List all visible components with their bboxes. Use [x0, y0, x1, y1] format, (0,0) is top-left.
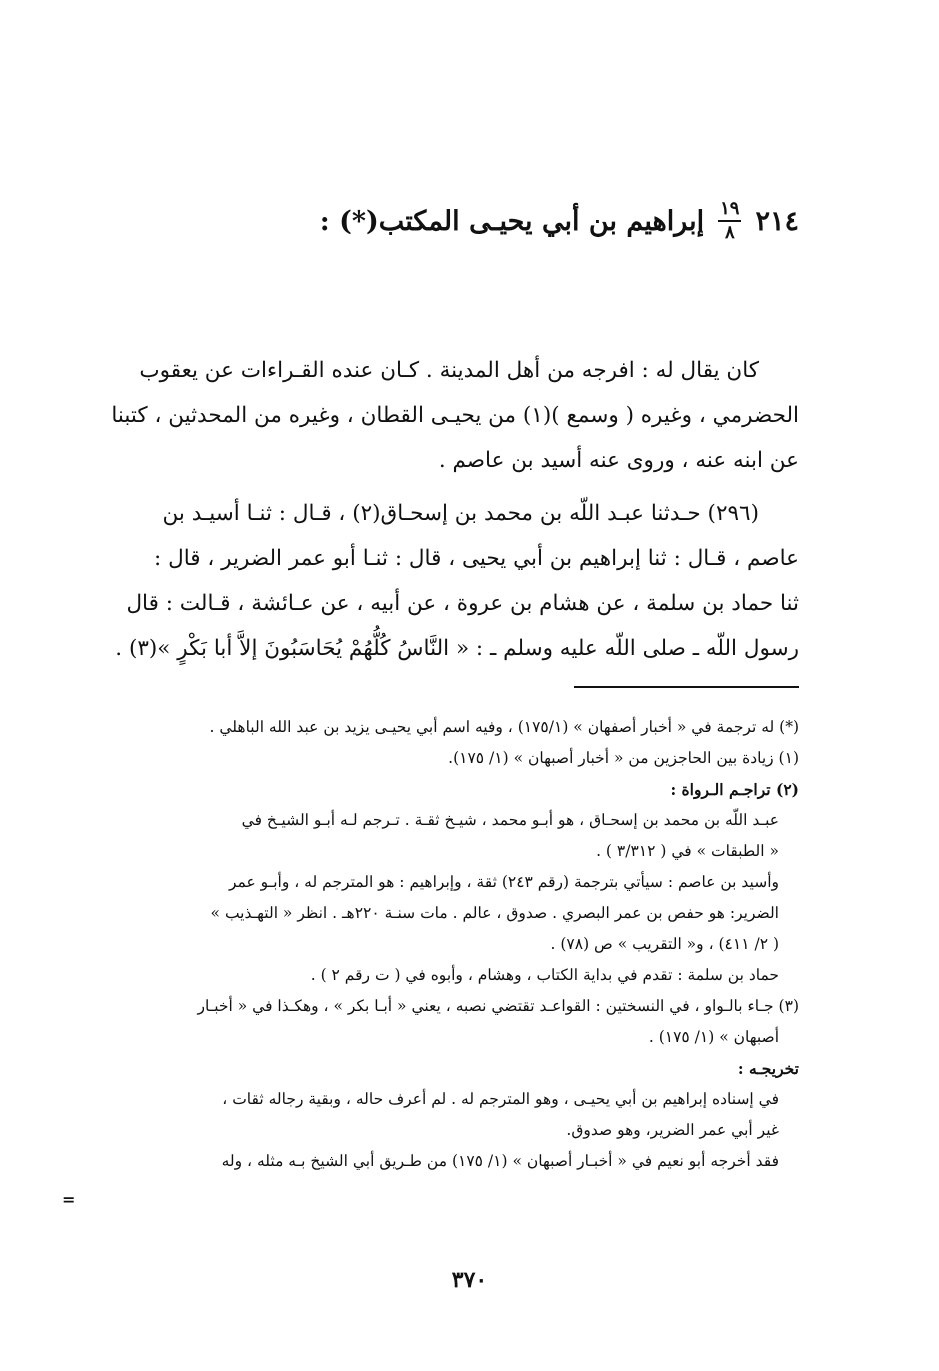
entry-number: ٢١٤ — [755, 205, 799, 237]
footnote-separator — [574, 686, 799, 688]
entry-title: إبراهيم بن أبي يحيـى المكتب(*) : — [319, 205, 705, 237]
footnote-2-line: وأسيد بن عاصم : سيأتي بترجمة (رقم ٢٤٣) ثقة ، وإبراهيم : هو المترجم له ، وأبـو عمر — [228, 873, 779, 891]
footnote-2-line: ( ٢/ ٤١١) ، و« التقريب » ص (٧٨) . — [550, 935, 779, 953]
text-line: رسول اللّه ـ صلى اللّه عليه وسلم ـ : « النَّاسُ كُلُّهُمْ يُحَاسَبُونَ إلاَّ أبا بَكْرٍ »(٣) . — [115, 636, 799, 661]
text-line: كان يقال له : افرجه من أهل المدينة . كـان عنده القـراءات عن يعقوب — [139, 358, 759, 383]
footnote-star: (*) له ترجمة في « أخبار أصفهان » (١٧٥/١) ، وفيه اسم أبي يحيـى يزيد بن عبد الله الباهلي . — [209, 718, 799, 736]
paragraph-biography — [111, 348, 799, 483]
footnote-2-line: عبـد اللّه بن محمد بن إسحـاق ، هو أبـو محمد ، شيـخ ثقـة . تـرجم لـه أبـو الشيـخ في — [241, 811, 779, 829]
continuation-mark: = — [62, 1190, 76, 1209]
text-line: عن ابنه عنه ، وروى عنه أسيد بن عاصم . — [438, 448, 799, 473]
page-number: ٣٧٠ — [451, 1267, 488, 1293]
footnote-3-line: أصبهان » (١/ ١٧٥) . — [648, 1028, 779, 1046]
paragraph-hadith — [115, 491, 799, 671]
fraction-denominator: ٨ — [724, 222, 735, 243]
footnote-2-line: الضرير: هو حفص بن عمر البصري . صدوق ، عالم . مات سنـة ٢٢٠هـ . انظر « التهـذيب » — [210, 904, 779, 922]
footnote-2-line: حماد بن سلمة : تقدم في بداية الكتاب ، وهشام ، وأبوه في ( ت رقم ٢ ) . — [310, 966, 779, 984]
text-line: الحضرمي ، وغيره ( وسمع )(١) من يحيـى القطان ، وغيره من المحدثين ، كتبنا — [111, 403, 799, 428]
footnotes — [119, 712, 799, 1177]
takhrij-heading: تخريجـه : — [737, 1059, 799, 1078]
entry-title-line — [300, 200, 799, 242]
text-line: ثنا حماد بن سلمة ، عن هشام بن عروة ، عن أبيه ، عن عـائشة ، قـالت : قال — [126, 591, 799, 616]
main-text — [111, 348, 799, 671]
takhrij-line: غير أبي عمر الضرير، وهو صدوق. — [566, 1121, 779, 1139]
takhrij-line: في إسناده إبراهيم بن أبي يحيـى ، وهو المترجم له . لم أعرف حاله ، وبقية رجاله ثقات ، — [222, 1090, 779, 1108]
footnote-2-heading: (٢) تراجـم الـرواة : — [670, 780, 799, 799]
footnote-3-line: (٣) جـاء بالـواو ، في النسختين : القواعـد تقتضي نصبه ، يعني « أبـا بكر » ، وهكـذا في « أخبـار — [197, 997, 799, 1015]
text-line: عاصم ، قـال : ثنا إبراهيم بن أبي يحيى ، قال : ثنـا أبو عمر الضرير ، قال : — [154, 546, 799, 571]
takhrij-line: فقد أخرجه أبو نعيم في « أخبـار أصبهان » (١/ ١٧٥) من طـريق أبي الشيخ بـه مثله ، وله — [221, 1152, 779, 1170]
fraction-numerator: ١٩ — [718, 200, 741, 222]
footnote-2-line: « الطبقات » في ( ٣/٣١٢ ) . — [596, 842, 779, 860]
text-line: (٢٩٦) حـدثنا عبـد اللّه بن محمد بن إسحـاق(٢) ، قـال : ثنـا أسيـد بن — [162, 501, 759, 526]
footnote-1: (١) زيادة بين الحاجزين من « أخبار أصبهان » (١/ ١٧٥). — [448, 749, 799, 767]
entry-fraction — [718, 200, 741, 242]
